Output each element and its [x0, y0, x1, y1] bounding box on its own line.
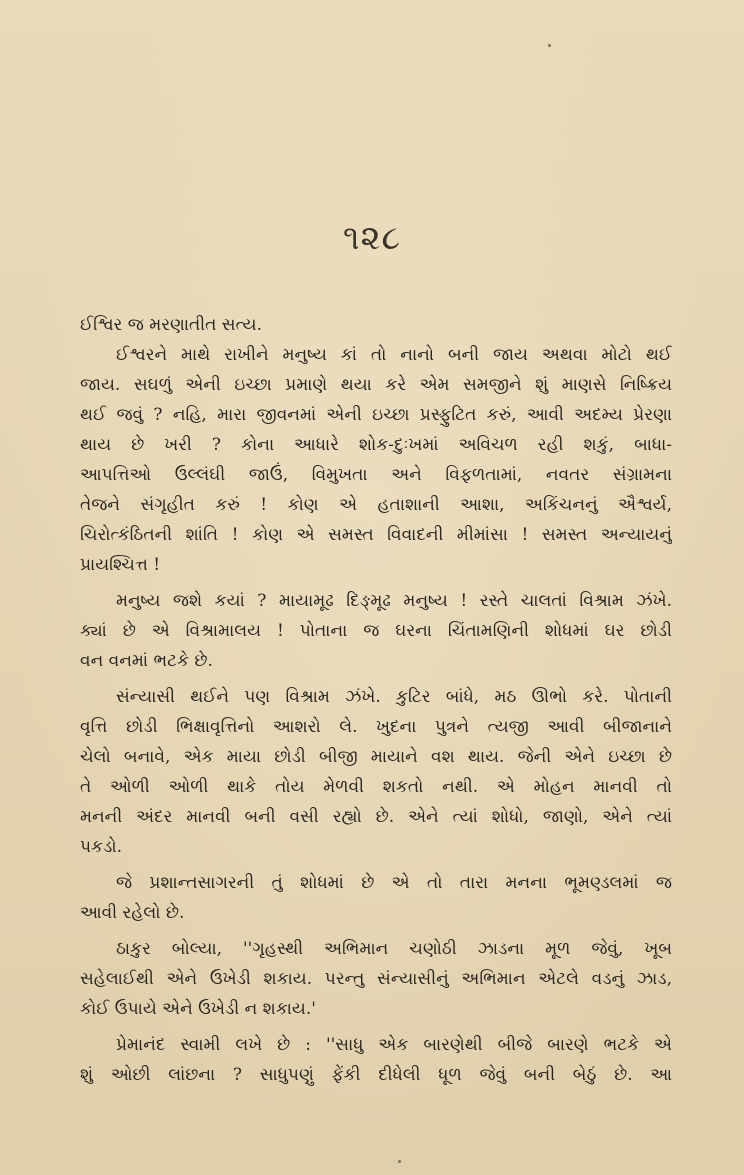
text-line: તે ઓળી ઓળી થાકે તોય મેળવી શકતો નથી. એ મોહન માનવી તો: [80, 777, 672, 797]
paragraph: [80, 340, 672, 580]
text-line: જાય. સઘળું એની ઇચ્છા પ્રમાણે થયા કરે એમ સમજીને શું માણસે નિષ્ક્રિય: [80, 375, 672, 395]
text-line: આપત્તિઓ ઉલ્લંઘી જાઉં, વિમુખતા અને વિફળતામાં, નવતર સંગ્રામના: [80, 465, 672, 485]
paragraph: [80, 586, 672, 676]
text-line: સહેલાઈથી એને ઉખેડી શકાય. પરન્તુ સંન્યાસીનું અભિમાન એટલે વડનું ઝાડ,: [80, 969, 672, 989]
text-line: ઈશ્વિર જ મરણાતીત સત્ય.: [80, 315, 263, 335]
text-line: ઠાકુર બોલ્યા, ''ગૃહસ્થી અભિમાન ચણોઠી ઝાડના મૂળ જેવું, ખૂબ: [116, 939, 672, 959]
text-line: મનુષ્ય જશે કયાં ? માયામૂઢ દિઙ્મૂઢ મનુષ્ય ! રસ્તે ચાલતાં વિશ્રામ ઝંખે.: [116, 591, 672, 611]
text-line: ચેલો બનાવે, એક માયા છોડી બીજી માયાને વશ થાય. જેની એને ઇચ્છા છે: [80, 747, 672, 767]
section-heading: [80, 310, 672, 340]
text-line: જે પ્રશાન્તસાગરની તું શોધમાં છે એ તો તારા મનના ભૂમણ્ડલમાં જ: [116, 873, 672, 893]
text-line: કોઈ ઉપાયે એને ઉખેડી ન શકાય.': [80, 999, 316, 1019]
text-line: પકડો.: [80, 837, 123, 857]
text-line: સંન્યાસી થઈને પણ વિશ્રામ ઝંખે. કુટિર બાંધે, મઠ ઊભો કરે. પોતાની: [116, 687, 672, 707]
paragraph: [80, 1030, 672, 1090]
text-line: શું ઓછી લાંછના ? સાધુપણું ફેંકી દીધેલી ધૂળ જેવું બની બેઠું છે. આ: [80, 1065, 672, 1085]
text-line: ઈશ્વરને માથે રાખીને મનુષ્ય કાં તો નાનો બની જાય અથવા મોટો થઈ: [116, 345, 672, 365]
text-line: પ્રાયશ્ચિત્ત !: [80, 555, 161, 575]
text-line: તેજને સંગૃહીત કરું ! કોણ એ હતાશાની આશા, અકિંચનનું ઐશ્વર્ય,: [80, 495, 672, 515]
text-line: ક્યાં છે એ વિશ્રામાલય ! પોતાના જ ઘરના ચિંતામણિની શોધમાં ઘર છોડી: [80, 621, 672, 641]
text-line: ચિરોત્કંઠિતની શાંતિ ! કોણ એ સમસ્ત વિવાદની મીમાંસા ! સમસ્ત અન્યાયનું: [80, 525, 672, 545]
paragraph: [80, 682, 672, 862]
text-line: થઈ જવું ? નહિ, મારા જીવનમાં એની ઇચ્છા પ્રસ્ફુટિત કરું, આવી અદમ્ય પ્રેરણા: [80, 405, 672, 425]
text-line: આવી રહેલો છે.: [80, 903, 185, 923]
paper-speck: [548, 44, 551, 47]
text-line: વન વનમાં ભટકે છે.: [80, 651, 213, 671]
text-line: થાય છે ખરી ? કોના આધારે શોક-દુઃખમાં અવિચળ રહી શકું, બાધા-: [80, 435, 672, 455]
body-text: [80, 310, 672, 1090]
paragraph: [80, 934, 672, 1024]
text-line: પ્રેમાનંદ સ્વામી લખે છે : ''સાધુ એક બારણેથી બીજે બારણે ભટકે એ: [116, 1035, 672, 1055]
text-line: વૃત્તિ છોડી ભિક્ષાવૃત્તિનો આશરો લે. ખુદના પુત્રને ત્યજી આવી બીજાનાને: [80, 717, 672, 737]
text-line: મનની અંદર માનવી બની વસી રહ્યો છે. એને ત્યાં શોધો, જાણો, એને ત્યાં: [80, 807, 672, 827]
paragraph: [80, 868, 672, 928]
paper-speck: [398, 1160, 401, 1163]
page-number: ૧૨૮: [342, 218, 402, 258]
